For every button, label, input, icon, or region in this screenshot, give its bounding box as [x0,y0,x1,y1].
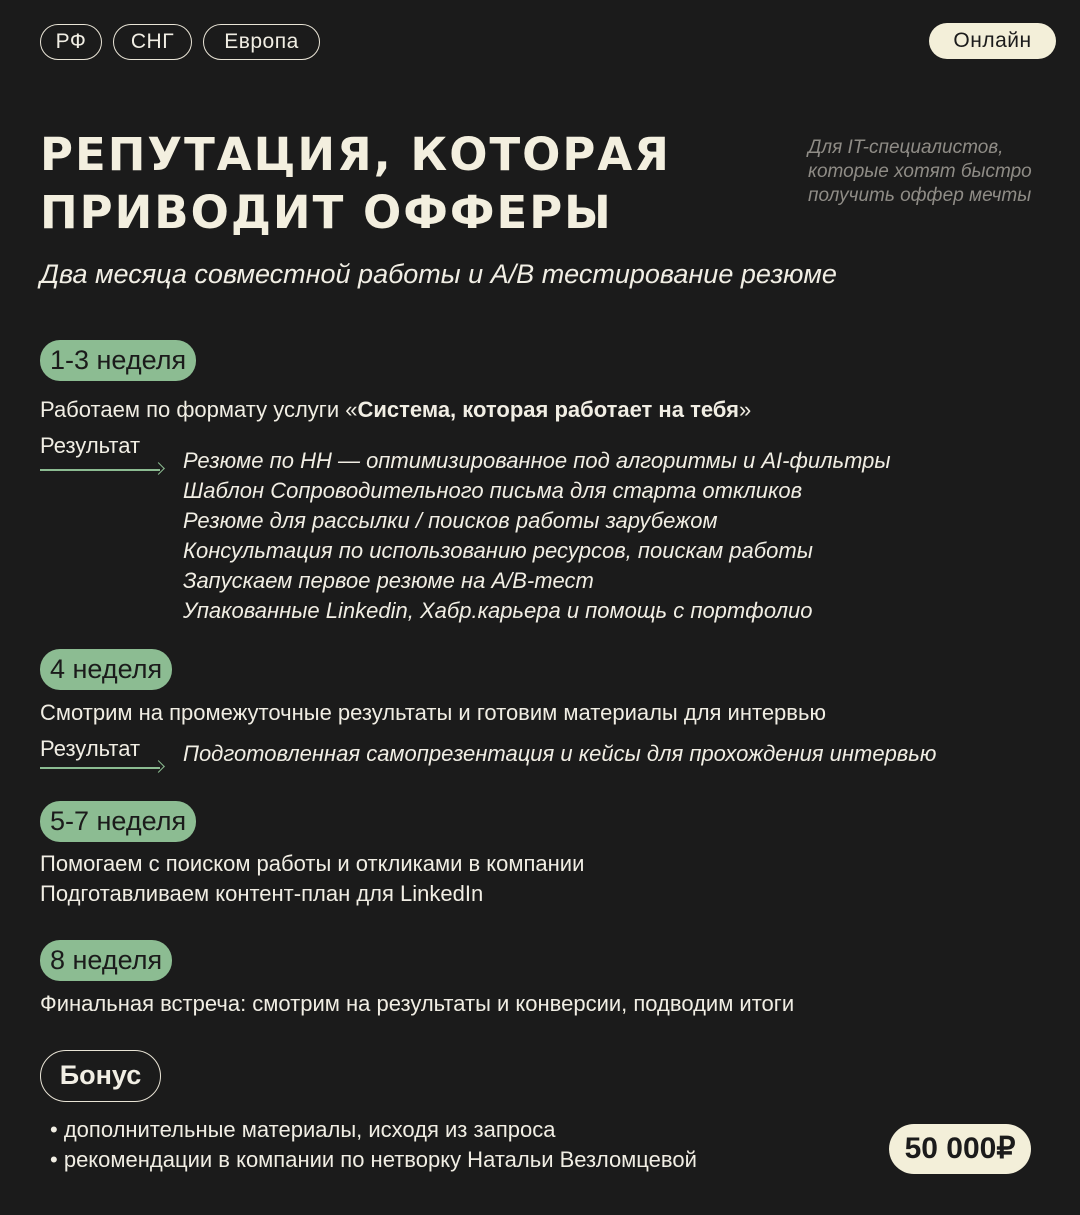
description-text: Работаем по формату услуги « [40,397,358,422]
arrow-right-icon [40,464,165,476]
result-label: Результат [40,433,141,458]
list-item: Консультация по использованию ресурсов, поискам работы [183,538,813,563]
list-item: Запускаем первое резюме на А/В-тест [183,568,594,593]
region-tag-rf: РФ [40,24,102,60]
list-item: Резюме по НН — оптимизированное под алгоритмы и AI-фильтры [183,448,891,473]
audience-line: которые хотят быстро [808,161,1032,182]
format-badge: Онлайн [929,23,1056,59]
bonus-label: Бонус [40,1050,161,1102]
subtitle: Два месяца совместной работы и А/В тестирование резюме [40,259,837,289]
list-item: • дополнительные материалы, исходя из запроса [50,1115,697,1145]
price-badge: 50 000₽ [889,1124,1031,1174]
stage-1-description [40,397,751,423]
stage-badge-1: 1-3 неделя [40,340,196,381]
region-tag-cis: СНГ [113,24,192,60]
list-item: Шаблон Сопроводительного письма для старта откликов [183,478,803,503]
title-line-2: ПРИВОДИТ ОФФЕРЫ [40,186,613,239]
audience-line: получить оффер мечты [808,185,1032,206]
stage-4-description: Финальная встреча: смотрим на результаты и конверсии, подводим итоги [40,991,795,1016]
description-text: » [738,397,752,422]
region-tag-europe: Европа [203,24,320,60]
stage-3-line-1: Помогаем с поиском работы и откликами в компании [40,851,585,876]
result-label: Результат [40,736,141,761]
stage-badge-2: 4 неделя [40,649,172,690]
page-title [40,126,800,242]
stage-3-line-2: Подготавливаем контент-план для LinkedIn [40,881,484,906]
list-item: • рекомендации в компании по нетворку Натальи Везломцевой [50,1145,697,1175]
audience-note [808,136,1058,208]
service-name: Система, которая работает на тебя [357,397,739,422]
stage-badge-3: 5-7 неделя [40,801,196,842]
stage-2-description: Смотрим на промежуточные результаты и готовим материалы для интервью [40,700,826,725]
stage-1-results [183,446,891,626]
stage-badge-4: 8 неделя [40,940,172,981]
audience-line: Для IT-специалистов, [808,137,1004,158]
list-item: Резюме для рассылки / поисков работы зарубежом [183,508,718,533]
title-line-1: РЕПУТАЦИЯ, КОТОРАЯ [40,128,671,181]
bonus-list [50,1115,697,1175]
stage-2-result: Подготовленная самопрезентация и кейсы для прохождения интервью [183,741,937,766]
list-item: Упакованные Linkedin, Хабр.карьера и помощь с портфолио [183,598,813,623]
arrow-right-icon [40,762,165,774]
